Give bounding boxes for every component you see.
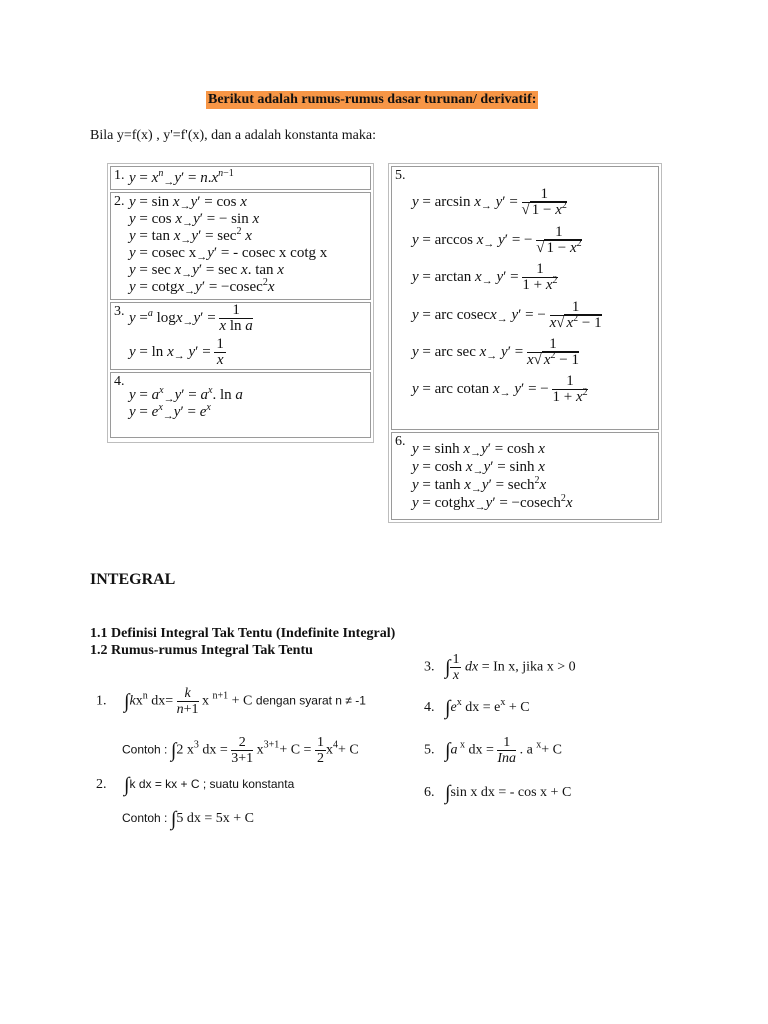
formula-sinh: $y = \sinh x_\to y' = \cosh x$: [412, 441, 545, 459]
formula-cotgh: y = cotghx$_\to$y′ = −cosech$^2$x: [412, 493, 573, 513]
formula-exp-e: $y = e^x_\to y' = e^x$: [129, 402, 211, 422]
formula-arccotan: y = arc cotan $x_\to$ y′ = − $\frac{1}{1 + x^2}$: [412, 373, 588, 405]
formula-number: 2.: [96, 777, 107, 792]
formula-arccos: $y = \arccos x_\to$ y′ = − $\frac{1}{√ 1 - x^2}$: [412, 224, 582, 256]
arc-cotan-label: arc cotan: [434, 380, 490, 397]
formula-cosec: y = cosec $x_\to y'$ = - cosec x cotg x: [129, 245, 328, 263]
cell-4: [110, 372, 371, 438]
formula-5-denominator: Ina: [497, 751, 517, 766]
cell-number: 1.: [114, 168, 125, 183]
formula-number: 3.: [424, 659, 435, 675]
integral-formula-4: 4. $\int e^x$ dx = $e^x + C$: [424, 697, 530, 719]
integral-formula-6: 6. ∫sin x dx = - cos x + C: [424, 782, 572, 804]
formula-number: 5.: [424, 742, 435, 758]
cell-number: 4.: [114, 374, 125, 389]
cell-number: 2.: [114, 194, 125, 209]
formula-exp-a: $y = a^x_\to y' = a^x$. ln a: [129, 385, 243, 405]
integral-formula-1: 1. $\int kx^n$ dx= $\frac{k}{n+1}$ x $^{n+1}$ + C dengan syarat n ≠ -1: [96, 686, 366, 717]
formula-cotg: y = cotgx$_\to$y′ = −cosec$^2$x: [129, 277, 275, 297]
cell-3: [110, 302, 371, 370]
formula-arccosec: y = arc cosecx$_\to$ y′ = − $\frac{1}{x√ x^2 - 1}$: [412, 299, 602, 331]
formula-sin: $y = \sin x_\to y' = \cos x$: [129, 194, 247, 212]
formula-arcsec: y = arc $\sec x_\to$ y′ = $\frac{1}{x√ x^2 - 1}$: [412, 336, 579, 368]
formula-4-text: dx = e: [465, 700, 501, 715]
formula-number: 1.: [96, 693, 107, 709]
formula-1-condition: dengan syarat n ≠ -1: [255, 693, 366, 708]
formula-power: $y = x^n_\to y' = n.x^{n-1}$: [129, 168, 234, 188]
formula-2-text: k dx = kx + C ; suatu konstanta: [129, 777, 295, 791]
intro-text: Bila y=f(x) , y'=f'(x), dan a adalah konstanta maka:: [90, 128, 376, 143]
cell-number: 3.: [114, 304, 125, 319]
derivative-table-right: [388, 163, 662, 523]
cosec-label: cosec x: [151, 245, 197, 261]
formula-number: 4.: [424, 700, 435, 715]
integral-subheading-1: 1.1 Definisi Integral Tak Tentu (Indefinite Integral): [90, 626, 396, 641]
formula-tanh: $y = \tanh x_\to y' = \sec h^2x$: [412, 475, 547, 495]
integral-example-1: Contoh : ∫2 $x^3$ dx = $\frac{2}{3+1}$ $x^{3+1}+ C$ = $\frac{1}{2}$ $x^4+ C$: [122, 735, 359, 766]
cell-number: 5.: [395, 168, 406, 183]
cosec-pre: -: [233, 245, 242, 261]
formula-sec: $y = \sec x_\to y' = \sec x$. tan x: [129, 262, 284, 280]
formula-arctan: $y = \arctan x_\to$ y′ = $\frac{1}{1 + x^2}$: [412, 261, 558, 293]
integral-formula-2: 2. ∫k dx = kx + C ; suatu konstanta: [96, 774, 295, 796]
integral-formula-5: 5. ∫a $^x$ dx = $\frac{1}{\text{Ina}}$ . a $^x$+ C: [424, 735, 563, 766]
integral-formula-3: 3. ∫ $\frac{1}{x}$ dx = In x, jika x > 0: [424, 652, 576, 683]
formula-4-tail: + C: [505, 700, 530, 715]
formula-3-tail: = In x, jika x > 0: [481, 659, 576, 675]
integral-example-2: Contoh : ∫5 dx = 5x + C: [122, 808, 254, 830]
formula-log: y =$^a$ logx$_\to$y′ = $\frac{1}{\text{x ln a}}$: [129, 302, 253, 334]
page-title: Berikut adalah rumus-rumus dasar turunan/ derivatif:: [208, 92, 537, 107]
example-label: Contoh :: [122, 811, 168, 825]
example-2-text: 5 dx = 5x + C: [176, 811, 254, 826]
formula-cosh: $y = \cosh x_\to y' = \sinh x$: [412, 459, 545, 477]
formula-arcsin: $y = \arcsin x_\to$ y′ = $\frac{1}{√ 1 - x^2}$: [412, 186, 567, 218]
formula-tan: $y = \tan x_\to y' = \sec^2 x$: [129, 226, 252, 246]
integral-subheading-2: 1.2 Rumus-rumus Integral Tak Tentu: [90, 643, 313, 658]
example-label: Contoh :: [122, 742, 168, 757]
integral-heading: INTEGRAL: [90, 571, 176, 588]
cell-number: 6.: [395, 434, 406, 449]
arc-sec-label: arc sec: [434, 343, 476, 360]
cell-6: [391, 432, 659, 520]
cosec-derivative: cosec x cotg x: [241, 245, 328, 261]
cell-1: [110, 166, 371, 190]
cell-2: [110, 192, 371, 300]
arc-cosec-label: arc cosec: [434, 306, 491, 323]
formula-number: 6.: [424, 785, 435, 800]
formula-5-tail: . a: [519, 742, 537, 758]
formula-6-text: sin x dx = - cos x + C: [450, 785, 572, 800]
formula-ln: $y = \ln x_\to$ y′ = $\frac{1}{x}$: [129, 336, 224, 368]
cell-5: [391, 166, 659, 430]
derivative-table-left: [107, 163, 374, 443]
formula-cos: $y = \cos x_\to y'$ = − sin x: [129, 211, 260, 229]
